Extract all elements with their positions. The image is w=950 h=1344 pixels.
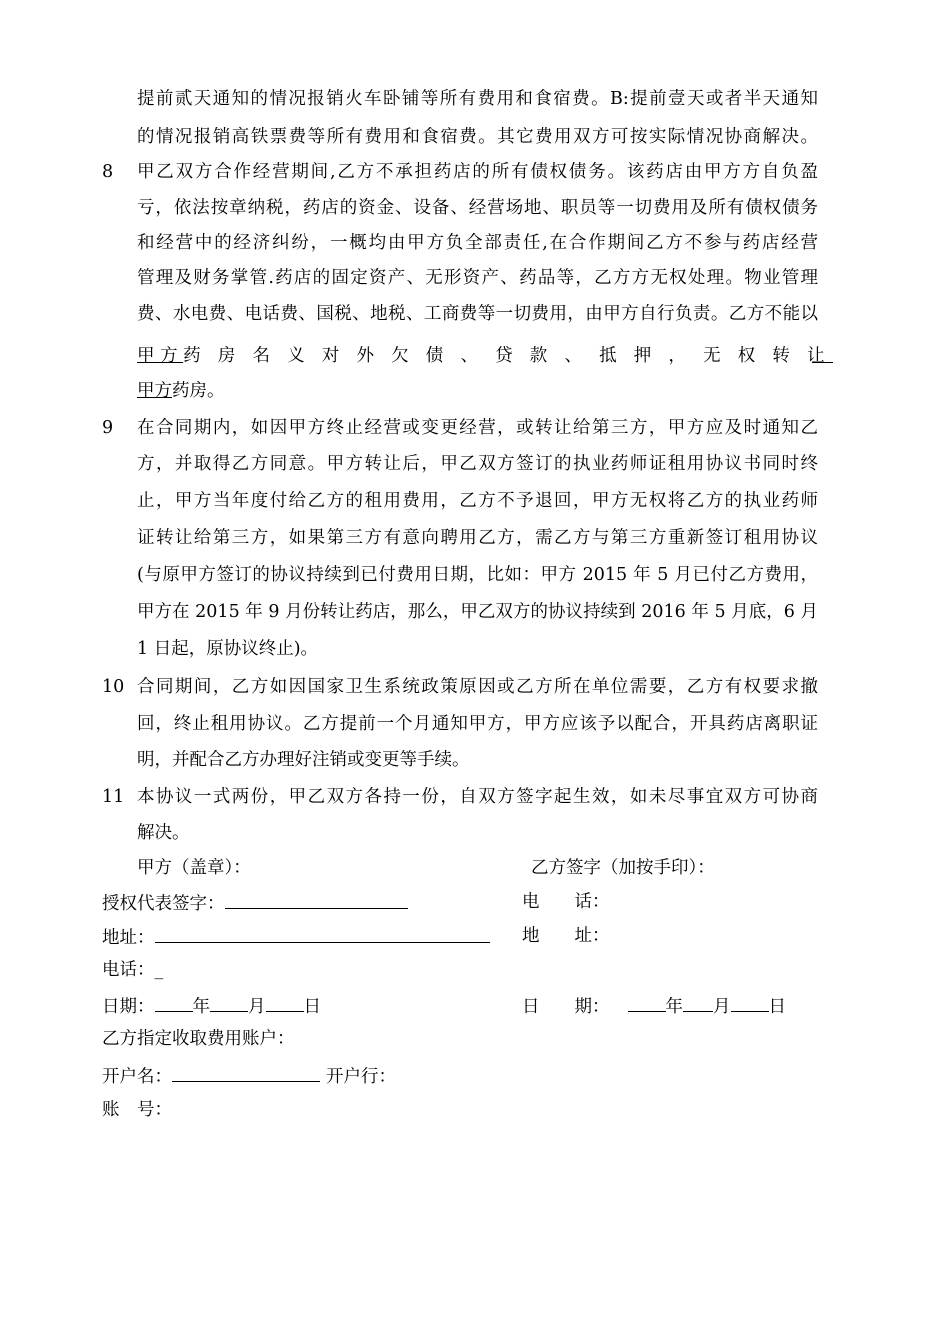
address-blank-a[interactable]: [155, 924, 490, 943]
clause-8-line: 亏，依法按章纳税，药店的资金、设备、经营场地、职员等一切费用及所有债权债务: [137, 198, 818, 218]
clause-8-line: 费、水电费、电话费、国税、地税、工商费等一切费用，由甲方自行负责。乙方不能以: [137, 304, 818, 324]
clause-11-line: 本协议一式两份，甲乙双方各持一份，自双方签字起生效，如未尽事宜双方可协商: [137, 787, 818, 807]
party-a-underlined: 甲方: [137, 381, 172, 401]
clause-number-8: 8: [102, 162, 114, 182]
day-blank-b[interactable]: [731, 993, 769, 1012]
clause-8-line-7: [137, 379, 225, 403]
date-label-b: 日 期：: [522, 997, 610, 1017]
date-row-a: [102, 993, 321, 1019]
prev-clause-line: 提前贰天通知的情况报销火车卧铺等所有费用和食宿费。B:提前壹天或者半天通知: [137, 89, 818, 109]
authorized-rep-label: 授权代表签字：: [102, 894, 225, 914]
clause-11-line: 解决。: [137, 823, 190, 843]
year-label: 年: [665, 997, 683, 1017]
clause-10-line: 合同期间，乙方如因国家卫生系统政策原因或乙方所在单位需要，乙方有权要求撤: [137, 677, 818, 697]
authorized-rep-row: [102, 890, 408, 916]
clause-8-line-7-text: 药房。: [172, 381, 225, 401]
party-b-phone-label: 电 话：: [522, 892, 610, 912]
clause-9-line: 证转让给第三方，如果第三方有意向聘用乙方，需乙方与第三方重新签订租用协议: [137, 528, 818, 548]
address-row-a: [102, 924, 490, 950]
clause-9-line: 甲方在 2015 年 9 月份转让药店，那么，甲乙双方的协议持续到 2016 年 5 月底，6 月: [137, 602, 818, 622]
month-blank-a[interactable]: [210, 993, 248, 1012]
account-name-label: 开户名：: [102, 1067, 172, 1087]
clause-10-line: 明，并配合乙方办理好注销或变更等手续。: [137, 750, 470, 770]
clause-10-line: 回，终止租用协议。乙方提前一个月通知甲方，甲方应该予以配合，开具药店离职证: [137, 714, 818, 734]
clause-8-line: 和经营中的经济纠纷，一概均由甲方负全部责任,在合作期间乙方不参与药店经营: [137, 233, 818, 253]
bank-label: 开户行：: [326, 1067, 396, 1087]
party-a-underlined: 甲 方: [137, 346, 184, 366]
party-a-phone-label: 电话：_: [102, 960, 164, 980]
party-b-address-label: 地 址：: [522, 926, 610, 946]
account-name-row: [102, 1063, 396, 1089]
account-name-blank[interactable]: [172, 1063, 320, 1082]
month-label: 月: [248, 997, 266, 1017]
clause-9-line: 止，甲方当年度付给乙方的租用费用，乙方不予退回，甲方无权将乙方的执业药师: [137, 491, 818, 511]
year-blank-a[interactable]: [155, 993, 193, 1012]
clause-9-line: 在合同期内，如因甲方终止经营或变更经营，或转让给第三方，甲方应及时通知乙: [137, 418, 818, 438]
clause-9-line: 方，并取得乙方同意。甲方转让后，甲乙双方签订的执业药师证租用协议书同时终: [137, 454, 818, 474]
prev-clause-line: 的情况报销高铁票费等所有费用和食宿费。其它费用双方可按实际情况协商解决。: [137, 127, 818, 147]
clause-number-10: 10: [102, 677, 125, 697]
account-title: 乙方指定收取费用账户：: [102, 1029, 295, 1049]
party-a-seal-label: 甲方（盖章）：: [137, 858, 251, 878]
clause-8-line-6: [137, 344, 831, 368]
clause-9-line: (与原甲方签订的协议持续到已付费用日期，比如：甲方 2015 年 5 月已付乙方费用，: [137, 565, 818, 585]
clause-number-9: 9: [102, 418, 114, 438]
clause-8-line: 管理及财务掌管.药店的固定资产、无形资产、药品等，乙方方无权处理。物业管理: [137, 268, 818, 288]
clause-number-11: 11: [102, 787, 125, 807]
day-label: 日: [768, 997, 786, 1017]
account-number-label: 账 号：: [102, 1100, 172, 1120]
address-label-a: 地址：: [102, 928, 155, 948]
authorized-rep-blank[interactable]: [225, 890, 408, 909]
year-label: 年: [192, 997, 210, 1017]
date-label-a: 日期：: [102, 997, 155, 1017]
month-label: 月: [713, 997, 731, 1017]
day-blank-a[interactable]: [266, 993, 304, 1012]
clause-8-line: 甲乙双方合作经营期间,乙方不承担药店的所有债权债务。该药店由甲方方自负盈: [137, 162, 818, 182]
year-blank-b[interactable]: [628, 993, 666, 1012]
date-row-b: [522, 993, 786, 1019]
month-blank-b[interactable]: [683, 993, 713, 1012]
underline-blank: [812, 344, 833, 363]
day-label: 日: [303, 997, 321, 1017]
clause-9-line: 1 日起，原协议终止)。: [137, 639, 319, 659]
clause-8-line-6-text: 药 房 名 义 对 外 欠 债 、 贷 款 、 抵 押 ， 无 权 转 让: [183, 346, 831, 366]
party-b-sign-label: 乙方签字（加按手印）：: [531, 858, 715, 878]
